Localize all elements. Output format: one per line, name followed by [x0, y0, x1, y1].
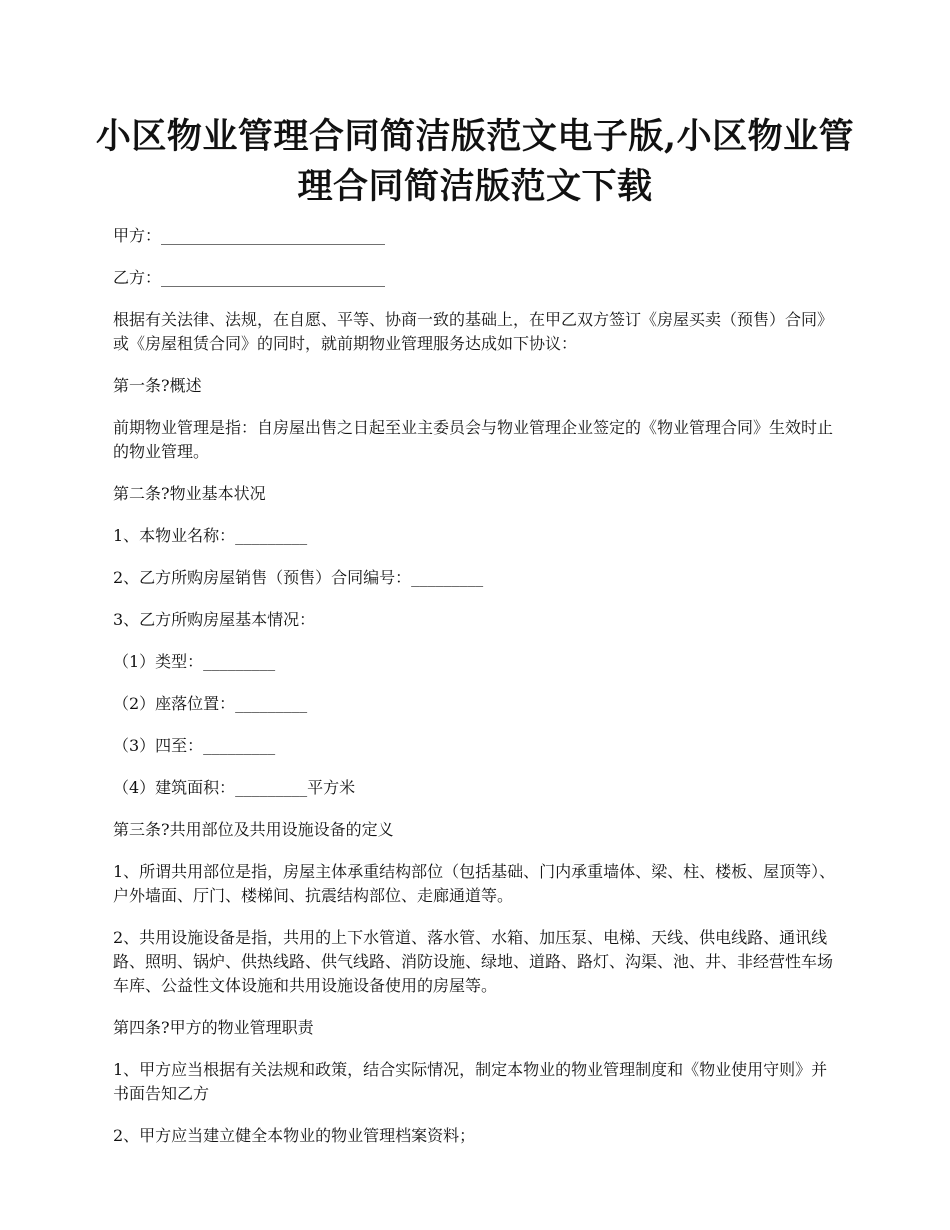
article-3-heading: 第三条?共用部位及共用设施设备的定义	[113, 820, 394, 839]
party-b-line: 乙方：____________________________	[113, 268, 386, 287]
article-4-heading: 第四条?甲方的物业管理职责	[113, 1018, 314, 1037]
property-type-line: （1）类型：_________	[113, 652, 276, 671]
property-info-line: 3、乙方所购房屋基本情况：	[113, 610, 316, 629]
property-location-line: （2）座落位置：_________	[113, 694, 308, 713]
article-2-heading: 第二条?物业基本状况	[113, 484, 266, 503]
common-facilities-paragraph: 2、共用设施设备是指，共用的上下水管道、落水管、水箱、加压泵、电梯、天线、供电线路、通讯线路、照明、锅炉、供热线路、供气线路、消防设施、绿地、道路、路灯、沟渠、池、井、非经营性车场车库、公益性文体设施和共用设施设备使用的房屋等。	[113, 928, 834, 995]
article-1-paragraph: 前期物业管理是指：自房屋出售之日起至业主委员会与物业管理企业签定的《物业管理合同》生效时止的物业管理。	[113, 418, 834, 461]
property-area-line: （4）建筑面积：_________平方米	[113, 778, 356, 797]
property-boundaries-line: （3）四至：_________	[113, 736, 276, 755]
document-body	[113, 224, 839, 1166]
party-a-line: 甲方：____________________________	[113, 226, 386, 245]
common-parts-paragraph: 1、所谓共用部位是指，房屋主体承重结构部位（包括基础、门内承重墙体、梁、柱、楼板、屋顶等）、户外墙面、厅门、楼梯间、抗震结构部位、走廊通道等。	[113, 862, 836, 905]
duty-1-paragraph: 1、甲方应当根据有关法规和政策，结合实际情况，制定本物业的物业管理制度和《物业使用守则》并书面告知乙方	[113, 1060, 828, 1103]
property-name-line: 1、本物业名称：_________	[113, 526, 308, 545]
article-1-heading: 第一条?概述	[113, 376, 202, 395]
duty-2-paragraph: 2、甲方应当建立健全本物业的物业管理档案资料；	[113, 1126, 476, 1145]
preamble-paragraph: 根据有关法律、法规，在自愿、平等、协商一致的基础上，在甲乙双方签订《房屋买卖（预售）合同》或《房屋租赁合同》的同时，就前期物业管理服务达成如下协议：	[113, 310, 834, 353]
contract-number-line: 2、乙方所购房屋销售（预售）合同编号：_________	[113, 568, 484, 587]
document-title: 小区物业管理合同简洁版范文电子版,小区物业管理合同简洁版范文下载	[95, 116, 855, 207]
